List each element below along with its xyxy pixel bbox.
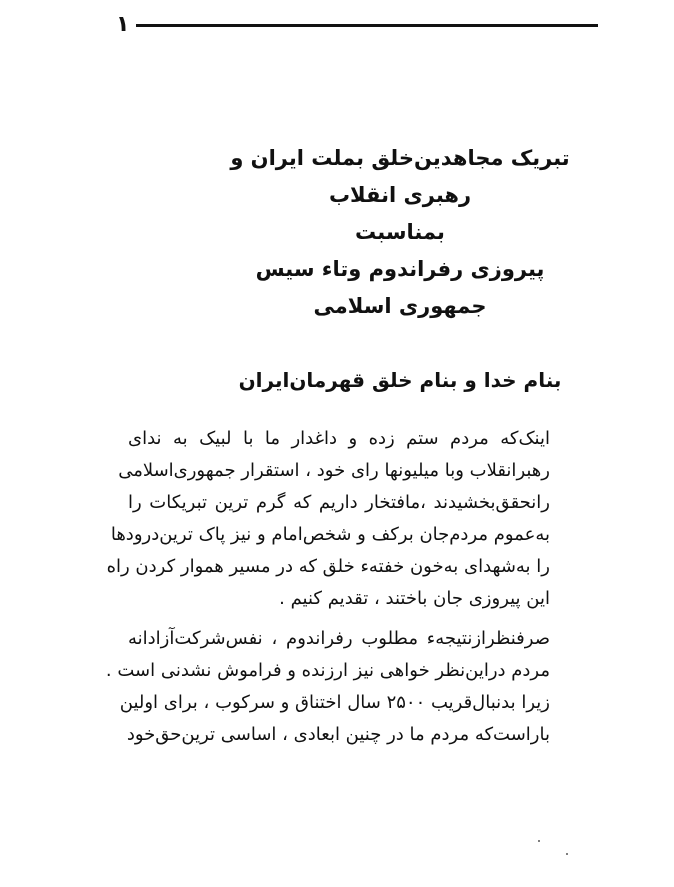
body-text [105, 423, 550, 751]
paragraph-line: این پیروزی جان باختند ، تقدیم کنیم . [279, 588, 550, 609]
title-line-5: جمهوری اسلامی [313, 294, 487, 318]
paragraph-line: مردم دراین‌نظر خواهی نیز ارزنده و فراموش نشدنی است . [105, 660, 550, 681]
title-line-4: پیروزی رفراندوم وتاء سیس [255, 257, 545, 281]
bismillah-heading: بنام خدا و بنام خلق قهرمان‌ایران [238, 368, 562, 392]
page-number: ۱ [116, 12, 130, 37]
scan-speck [538, 840, 540, 842]
title-line-1: تبریک مجاهدین‌خلق بملت ایران و [230, 146, 570, 170]
paragraph-line: رانحقق‌بخشیدند ،‌مافتخار داریم که گرم ترین تبریکات را [128, 492, 550, 513]
title-line-2: رهبری انقلاب [328, 183, 472, 207]
paragraph-line: را به‌شهدای به‌خون خفته‌ء خلق که در مسیر هموار کردن راه [106, 556, 550, 577]
top-rule [136, 24, 598, 27]
scan-speck [566, 853, 568, 855]
title-block [200, 140, 600, 325]
paragraph-line: صرفنظراز‌نتیجه‌ء مطلوب رفراندوم ، نفس‌شرکت‌آزادانه [128, 628, 550, 649]
paragraph-line: زیرا بدنبال‌قریب ۲۵۰۰ سال اختناق و سرکوب ، برای اولین [119, 692, 550, 713]
paragraph-line: اینک‌که مردم ستم زده و داغدار ما با لبیک به ندای [128, 428, 550, 449]
paragraph-line: رهبرانقلاب وبا میلیونها رای خود ، استقرار جمهوری‌اسلامی [118, 460, 550, 481]
paragraph-2 [105, 623, 550, 751]
paragraph-1 [106, 423, 550, 615]
title-line-3: بمناسبت [355, 220, 445, 244]
paragraph-line: بار‌است‌که مردم ما در چنین ابعادی ، اساسی ترین‌حق‌خود [126, 724, 550, 745]
paragraph-line: به‌عموم مردم‌جان برکف و شخص‌امام و نیز پاک ترین‌درودها [110, 524, 550, 545]
